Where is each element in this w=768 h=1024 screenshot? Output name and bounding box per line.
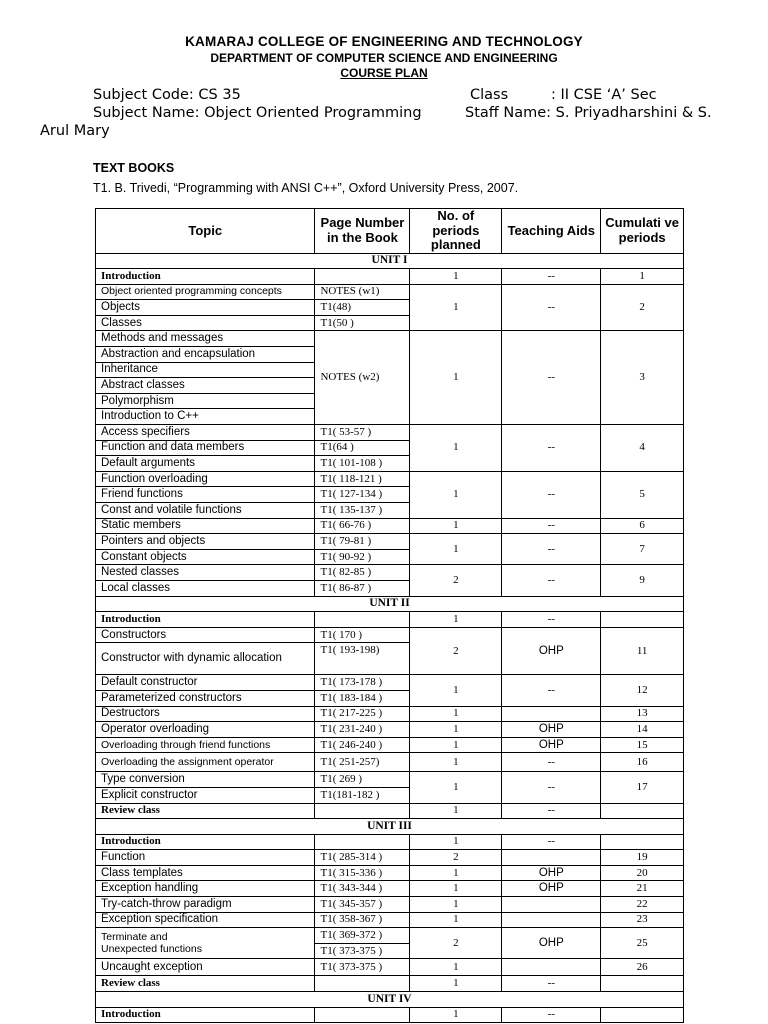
staff-name: Staff Name: S. Priyadharshini & S. xyxy=(465,105,712,121)
topic-cell: Type conversion xyxy=(96,772,315,788)
periods-cell: 1 xyxy=(410,518,502,534)
unit-heading: UNIT I xyxy=(96,253,684,269)
page-cell: T1( 90-92 ) xyxy=(315,549,410,565)
topic-cell: Constant objects xyxy=(96,549,315,565)
table-row xyxy=(96,706,684,722)
page-cell: T1(50 ) xyxy=(315,315,410,331)
topic-cell: Abstraction and encapsulation xyxy=(96,347,315,363)
periods-cell: 2 xyxy=(410,565,502,596)
topic-cell: Class templates xyxy=(96,865,315,881)
aids-cell: -- xyxy=(502,534,601,565)
table-header-row xyxy=(96,209,684,254)
topic-cell: Explicit constructor xyxy=(96,787,315,803)
page-cell: T1( 86-87 ) xyxy=(315,580,410,596)
topic-cell: Function and data members xyxy=(96,440,315,456)
cumulative-cell xyxy=(601,612,684,628)
table-row xyxy=(96,612,684,628)
aids-cell xyxy=(502,706,601,722)
aids-cell xyxy=(502,959,601,976)
cumulative-cell xyxy=(601,803,684,819)
page-cell: T1( 173-178 ) xyxy=(315,675,410,691)
periods-cell: 1 xyxy=(410,803,502,819)
aids-cell: -- xyxy=(502,753,601,772)
topic-cell: Object oriented programming concepts xyxy=(96,284,315,300)
aids-cell: -- xyxy=(502,269,601,285)
unit-row xyxy=(96,596,684,612)
topic-cell: Function overloading xyxy=(96,471,315,487)
table-row xyxy=(96,565,684,581)
topic-cell: Constructors xyxy=(96,627,315,643)
aids-cell: -- xyxy=(502,331,601,425)
aids-cell: -- xyxy=(502,425,601,472)
cumulative-cell: 15 xyxy=(601,737,684,753)
topic-cell: Polymorphism xyxy=(96,393,315,409)
page-cell: T1( 135-137 ) xyxy=(315,503,410,519)
topic-cell: Methods and messages xyxy=(96,331,315,347)
cumulative-cell xyxy=(601,1007,684,1023)
topic-cell: Overloading the assignment operator xyxy=(96,753,315,772)
table-row xyxy=(96,976,684,992)
periods-cell: 2 xyxy=(410,850,502,866)
cumulative-cell: 7 xyxy=(601,534,684,565)
table-row xyxy=(96,675,684,691)
periods-cell: 2 xyxy=(410,627,502,675)
aids-cell xyxy=(502,850,601,866)
page-cell: T1(48) xyxy=(315,300,410,316)
aids-cell: -- xyxy=(502,834,601,850)
periods-cell: 1 xyxy=(410,284,502,331)
subject-code: Subject Code: CS 35 xyxy=(93,87,241,103)
table-row xyxy=(96,1007,684,1023)
page-cell: T1( 358-367 ) xyxy=(315,912,410,928)
page-cell: T1( 343-344 ) xyxy=(315,881,410,897)
text-book-reference: T1. B. Trivedi, “Programming with ANSI C++”, Oxford University Press, 2007. xyxy=(93,181,519,195)
page-cell: T1( 369-372 ) xyxy=(315,928,410,944)
topic-cell: Operator overloading xyxy=(96,722,315,738)
unit-heading: UNIT II xyxy=(96,596,684,612)
topic-cell: Objects xyxy=(96,300,315,316)
page-cell: T1(181-182 ) xyxy=(315,787,410,803)
page-cell: T1(64 ) xyxy=(315,440,410,456)
aids-cell: -- xyxy=(502,976,601,992)
topic-cell: Overloading through friend functions xyxy=(96,737,315,753)
page-cell: T1( 373-375 ) xyxy=(315,959,410,976)
cumulative-cell: 1 xyxy=(601,269,684,285)
page-cell xyxy=(315,834,410,850)
topic-cell: Exception handling xyxy=(96,881,315,897)
periods-cell: 1 xyxy=(410,834,502,850)
aids-cell xyxy=(502,897,601,913)
cumulative-cell: 25 xyxy=(601,928,684,959)
topic-cell: Try-catch-throw paradigm xyxy=(96,897,315,913)
page-cell xyxy=(315,269,410,285)
topic-cell: Introduction xyxy=(96,612,315,628)
periods-cell: 1 xyxy=(410,959,502,976)
course-plan-table xyxy=(95,208,684,1023)
table-row xyxy=(96,737,684,753)
periods-cell: 1 xyxy=(410,865,502,881)
table-row xyxy=(96,284,684,300)
page-cell: T1( 231-240 ) xyxy=(315,722,410,738)
aids-cell: -- xyxy=(502,675,601,706)
col-header-topic: Topic xyxy=(96,209,315,254)
table-row xyxy=(96,627,684,643)
unit-row xyxy=(96,253,684,269)
col-header-aids: Teaching Aids xyxy=(502,209,601,254)
periods-cell: 1 xyxy=(410,737,502,753)
table-row xyxy=(96,928,684,944)
page-cell: T1( 183-184 ) xyxy=(315,690,410,706)
cumulative-cell: 26 xyxy=(601,959,684,976)
topic-cell: Destructors xyxy=(96,706,315,722)
page-cell: T1( 251-257) xyxy=(315,753,410,772)
table-row xyxy=(96,269,684,285)
cumulative-cell: 6 xyxy=(601,518,684,534)
topic-cell: Static members xyxy=(96,518,315,534)
unit-row xyxy=(96,819,684,835)
topic-cell: Exception specification xyxy=(96,912,315,928)
subject-name: Subject Name: Object Oriented Programming xyxy=(93,105,422,121)
cumulative-cell xyxy=(601,834,684,850)
aids-cell: -- xyxy=(502,565,601,596)
unit-heading: UNIT IV xyxy=(96,992,684,1008)
cumulative-cell: 16 xyxy=(601,753,684,772)
periods-cell: 1 xyxy=(410,471,502,518)
cumulative-cell: 3 xyxy=(601,331,684,425)
topic-cell: Local classes xyxy=(96,580,315,596)
topic-cell: Nested classes xyxy=(96,565,315,581)
page-cell xyxy=(315,803,410,819)
aids-cell: OHP xyxy=(502,722,601,738)
topic-cell: Introduction to C++ xyxy=(96,409,315,425)
cumulative-cell: 17 xyxy=(601,772,684,803)
cumulative-cell: 14 xyxy=(601,722,684,738)
page-cell: T1( 246-240 ) xyxy=(315,737,410,753)
page-cell: T1( 269 ) xyxy=(315,772,410,788)
table-row xyxy=(96,471,684,487)
table-row xyxy=(96,959,684,976)
page-cell: T1( 217-225 ) xyxy=(315,706,410,722)
aids-cell xyxy=(502,912,601,928)
aids-cell: OHP xyxy=(502,627,601,675)
page-cell xyxy=(315,976,410,992)
table-row xyxy=(96,912,684,928)
periods-cell: 1 xyxy=(410,772,502,803)
table-row xyxy=(96,850,684,866)
topic-line: Unexpected functions xyxy=(101,943,202,956)
page-cell: NOTES (w2) xyxy=(315,331,410,425)
page-cell: T1( 101-108 ) xyxy=(315,456,410,472)
topic-cell: Function xyxy=(96,850,315,866)
table-row xyxy=(96,803,684,819)
class-value: : II CSE ‘A’ Sec xyxy=(551,87,657,103)
cumulative-cell xyxy=(601,976,684,992)
page-cell: T1( 53-57 ) xyxy=(315,425,410,441)
table-row xyxy=(96,881,684,897)
topic-cell: Constructor with dynamic allocation xyxy=(96,643,315,675)
periods-cell: 1 xyxy=(410,897,502,913)
periods-cell: 1 xyxy=(410,912,502,928)
table-row xyxy=(96,331,684,347)
periods-cell: 1 xyxy=(410,753,502,772)
topic-cell: Review class xyxy=(96,976,315,992)
aids-cell: -- xyxy=(502,612,601,628)
topic-cell: Inheritance xyxy=(96,362,315,378)
periods-cell: 1 xyxy=(410,331,502,425)
cumulative-cell: 12 xyxy=(601,675,684,706)
cumulative-cell: 19 xyxy=(601,850,684,866)
aids-cell: -- xyxy=(502,1007,601,1023)
cumulative-cell: 13 xyxy=(601,706,684,722)
page-cell xyxy=(315,1007,410,1023)
topic-cell: Friend functions xyxy=(96,487,315,503)
periods-cell: 1 xyxy=(410,1007,502,1023)
class-label: Class xyxy=(470,87,509,103)
periods-cell: 1 xyxy=(410,706,502,722)
cumulative-cell: 23 xyxy=(601,912,684,928)
aids-cell: -- xyxy=(502,772,601,803)
topic-cell: Default constructor xyxy=(96,675,315,691)
cumulative-cell: 5 xyxy=(601,471,684,518)
college-name: KAMARAJ COLLEGE OF ENGINEERING AND TECHNOLOGY xyxy=(185,34,583,49)
page-cell: T1( 170 ) xyxy=(315,627,410,643)
topic-cell: Classes xyxy=(96,315,315,331)
aids-cell: -- xyxy=(502,471,601,518)
cumulative-cell: 22 xyxy=(601,897,684,913)
unit-heading: UNIT III xyxy=(96,819,684,835)
topic-cell: Review class xyxy=(96,803,315,819)
page-cell: T1( 127-134 ) xyxy=(315,487,410,503)
table-row xyxy=(96,722,684,738)
topic-cell: Introduction xyxy=(96,834,315,850)
topic-line: Terminate and xyxy=(101,930,168,943)
topic-cell: Abstract classes xyxy=(96,378,315,394)
periods-cell: 2 xyxy=(410,928,502,959)
topic-cell: Uncaught exception xyxy=(96,959,315,976)
page-cell: T1( 315-336 ) xyxy=(315,865,410,881)
aids-cell: OHP xyxy=(502,865,601,881)
topic-cell: Const and volatile functions xyxy=(96,503,315,519)
page-cell: T1( 373-375 ) xyxy=(315,943,410,959)
cumulative-cell: 9 xyxy=(601,565,684,596)
staff-name-continued: Arul Mary xyxy=(40,123,110,139)
aids-cell: -- xyxy=(502,518,601,534)
periods-cell: 1 xyxy=(410,976,502,992)
periods-cell: 1 xyxy=(410,425,502,472)
periods-cell: 1 xyxy=(410,612,502,628)
topic-cell: Access specifiers xyxy=(96,425,315,441)
table-row xyxy=(96,865,684,881)
periods-cell: 1 xyxy=(410,881,502,897)
page-cell: T1( 285-314 ) xyxy=(315,850,410,866)
aids-cell: -- xyxy=(502,803,601,819)
cumulative-cell: 11 xyxy=(601,627,684,675)
page-cell: T1( 66-76 ) xyxy=(315,518,410,534)
periods-cell: 1 xyxy=(410,675,502,706)
periods-cell: 1 xyxy=(410,534,502,565)
page-cell: T1( 345-357 ) xyxy=(315,897,410,913)
aids-cell: OHP xyxy=(502,737,601,753)
cumulative-cell: 2 xyxy=(601,284,684,331)
topic-cell: Pointers and objects xyxy=(96,534,315,550)
page-cell: NOTES (w1) xyxy=(315,284,410,300)
table-row xyxy=(96,518,684,534)
table-row xyxy=(96,897,684,913)
periods-cell: 1 xyxy=(410,269,502,285)
aids-cell: OHP xyxy=(502,928,601,959)
table-row xyxy=(96,834,684,850)
topic-cell xyxy=(96,928,315,959)
table-row xyxy=(96,534,684,550)
cumulative-cell: 20 xyxy=(601,865,684,881)
table-row xyxy=(96,425,684,441)
page-cell xyxy=(315,612,410,628)
aids-cell: -- xyxy=(502,284,601,331)
topic-cell: Introduction xyxy=(96,1007,315,1023)
page-cell: T1( 82-85 ) xyxy=(315,565,410,581)
table-row xyxy=(96,772,684,788)
col-header-periods: No. of periods planned xyxy=(410,209,502,254)
document-title: COURSE PLAN xyxy=(340,66,428,80)
topic-cell: Default arguments xyxy=(96,456,315,472)
page-cell: T1( 118-121 ) xyxy=(315,471,410,487)
topic-cell: Introduction xyxy=(96,269,315,285)
text-books-heading: TEXT BOOKS xyxy=(93,161,175,175)
aids-cell: OHP xyxy=(502,881,601,897)
cumulative-cell: 21 xyxy=(601,881,684,897)
department-name: DEPARTMENT OF COMPUTER SCIENCE AND ENGINEERING xyxy=(210,51,558,65)
page-cell: T1( 79-81 ) xyxy=(315,534,410,550)
page-cell: T1( 193-198) xyxy=(315,643,410,675)
topic-cell: Parameterized constructors xyxy=(96,690,315,706)
col-header-page: Page Number in the Book xyxy=(315,209,410,254)
unit-row xyxy=(96,992,684,1008)
cumulative-cell: 4 xyxy=(601,425,684,472)
periods-cell: 1 xyxy=(410,722,502,738)
table-row xyxy=(96,753,684,772)
col-header-cumulative: Cumulati ve periods xyxy=(601,209,684,254)
